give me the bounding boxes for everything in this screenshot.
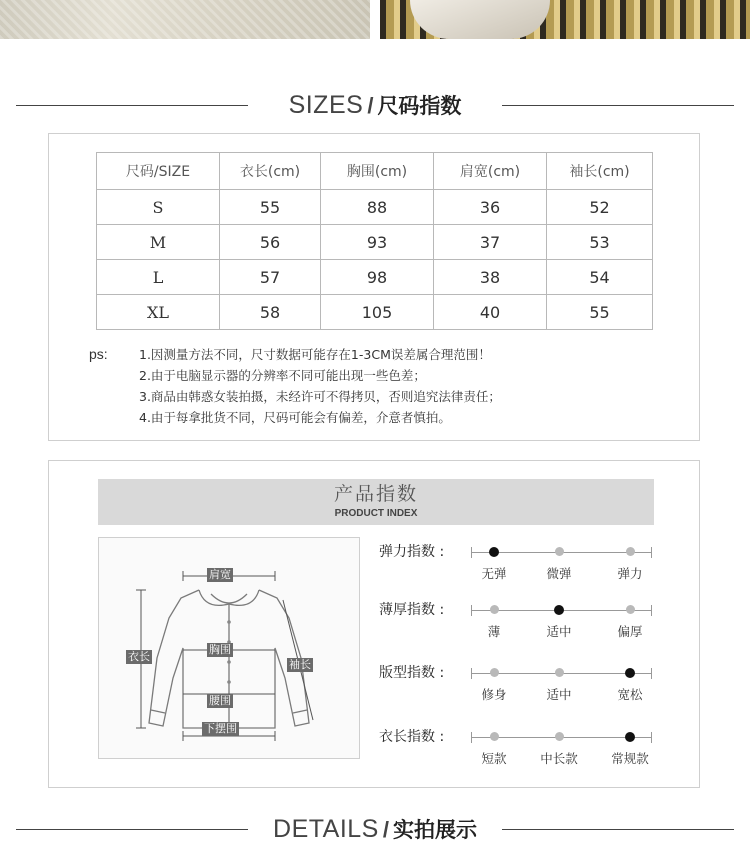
- rating-name: 薄厚指数 :: [379, 602, 445, 618]
- note-item: 2.由于电脑显示器的分辨率不同可能出现一些色差；: [139, 368, 426, 383]
- table-row: [97, 260, 653, 295]
- details-section-header: [0, 811, 750, 847]
- sizes-title: [0, 87, 750, 126]
- cell-chest: 93: [321, 225, 434, 260]
- diagram-label-shoulder: 肩宽: [209, 568, 231, 581]
- rating-thickness: [379, 600, 679, 644]
- note-item: 3.商品由韩惑女装拍摄，未经许可不得拷贝，否则追究法律责任；: [139, 389, 501, 404]
- rating-dot: [555, 547, 564, 556]
- cell-size: S: [97, 190, 220, 225]
- cell-chest: 88: [321, 190, 434, 225]
- cell-shoulder: 37: [434, 225, 547, 260]
- notes-label: ps:: [89, 346, 108, 362]
- rating-option: 修身: [481, 687, 507, 702]
- details-title-en: DETAILS: [273, 815, 379, 843]
- header-shoulder: 肩宽(cm): [434, 153, 547, 190]
- rating-scale-tick: [651, 547, 652, 558]
- cell-size: L: [97, 260, 220, 295]
- diagram-label-sleeve: 袖长: [289, 658, 311, 671]
- size-panel: [48, 133, 700, 441]
- rating-option: 微弹: [546, 566, 572, 581]
- rating-dot: [554, 605, 564, 615]
- details-title-cn: 实拍展示: [392, 818, 477, 842]
- cell-shoulder: 38: [434, 260, 547, 295]
- table-row: [97, 190, 653, 225]
- rating-dot: [626, 547, 635, 556]
- rating-option: 弹力: [617, 566, 643, 581]
- rating-name: 版型指数 :: [379, 665, 445, 681]
- header-sleeve: 袖长(cm): [547, 153, 653, 190]
- rating-option: 宽松: [617, 687, 643, 702]
- rating-scale-tick: [651, 605, 652, 616]
- rating-dot: [489, 547, 499, 557]
- product-index-title-cn: 产品指数: [333, 483, 418, 505]
- notes-list: [139, 344, 699, 428]
- cell-size: M: [97, 225, 220, 260]
- cell-length: 55: [220, 190, 321, 225]
- diagram-label-hem: 下摆围: [204, 722, 237, 735]
- details-title: [0, 811, 750, 850]
- diagram-label-length: 衣长: [128, 650, 150, 663]
- rating-scale-tick: [651, 732, 652, 743]
- top-photo-left: [0, 0, 370, 39]
- rating-dot: [555, 732, 564, 741]
- rating-scale-tick: [651, 668, 652, 679]
- header-length: 衣长(cm): [220, 153, 321, 190]
- cell-length: 56: [220, 225, 321, 260]
- rating-dot: [490, 668, 499, 677]
- rating-option: 中长款: [540, 751, 578, 766]
- cell-sleeve: 54: [547, 260, 653, 295]
- sizes-section-header: [0, 87, 750, 123]
- rating-scale-tick: [471, 668, 472, 679]
- note-item: 1.因测量方法不同，尺寸数据可能存在1-3CM误差属合理范围！: [139, 347, 491, 362]
- product-index-banner: [98, 479, 654, 525]
- rating-option: 无弹: [481, 566, 507, 581]
- rating-dot: [626, 605, 635, 614]
- cell-shoulder: 36: [434, 190, 547, 225]
- rating-dot: [555, 668, 564, 677]
- cell-size: XL: [97, 295, 220, 330]
- rating-option: 薄: [487, 624, 501, 639]
- rating-elasticity: [379, 542, 679, 586]
- sizes-title-en: SIZES: [288, 91, 364, 119]
- note-item: 4.由于每拿批货不同，尺码可能会有偏差，介意者慎拍。: [139, 410, 451, 425]
- size-table: [96, 152, 653, 330]
- cell-length: 57: [220, 260, 321, 295]
- size-table-header-row: [97, 153, 653, 190]
- rating-option: 常规款: [611, 751, 649, 766]
- cell-sleeve: 53: [547, 225, 653, 260]
- header-chest: 胸围(cm): [321, 153, 434, 190]
- cell-chest: 105: [321, 295, 434, 330]
- top-photo-right: [380, 0, 750, 39]
- rating-option: 适中: [546, 624, 572, 639]
- garment-diagram: [98, 537, 360, 759]
- rating-scale-tick: [471, 547, 472, 558]
- rating-length: [379, 727, 679, 771]
- sizes-title-cn: 尺码指数: [377, 94, 462, 118]
- cell-sleeve: 52: [547, 190, 653, 225]
- table-row: [97, 225, 653, 260]
- rating-fit: [379, 663, 679, 707]
- title-slash: /: [367, 93, 374, 118]
- rating-dot: [490, 732, 499, 741]
- rating-dot: [490, 605, 499, 614]
- cell-chest: 98: [321, 260, 434, 295]
- table-row: [97, 295, 653, 330]
- cell-sleeve: 55: [547, 295, 653, 330]
- diagram-label-chest: 胸围: [209, 643, 231, 656]
- rating-name: 衣长指数 :: [379, 729, 445, 745]
- rating-dot: [625, 668, 635, 678]
- product-index-title-en: PRODUCT INDEX: [334, 508, 418, 519]
- diagram-label-waist: 腰围: [209, 694, 231, 707]
- cell-shoulder: 40: [434, 295, 547, 330]
- title-slash: /: [382, 817, 389, 842]
- rating-scale-tick: [471, 605, 472, 616]
- rating-option: 适中: [546, 687, 572, 702]
- cell-length: 58: [220, 295, 321, 330]
- rating-option: 短款: [481, 751, 507, 766]
- rating-dot: [625, 732, 635, 742]
- header-size: 尺码/SIZE: [97, 153, 220, 190]
- product-index-panel: [48, 460, 700, 788]
- rating-scale-tick: [471, 732, 472, 743]
- rating-name: 弹力指数 :: [379, 544, 445, 560]
- rating-option: 偏厚: [617, 624, 643, 639]
